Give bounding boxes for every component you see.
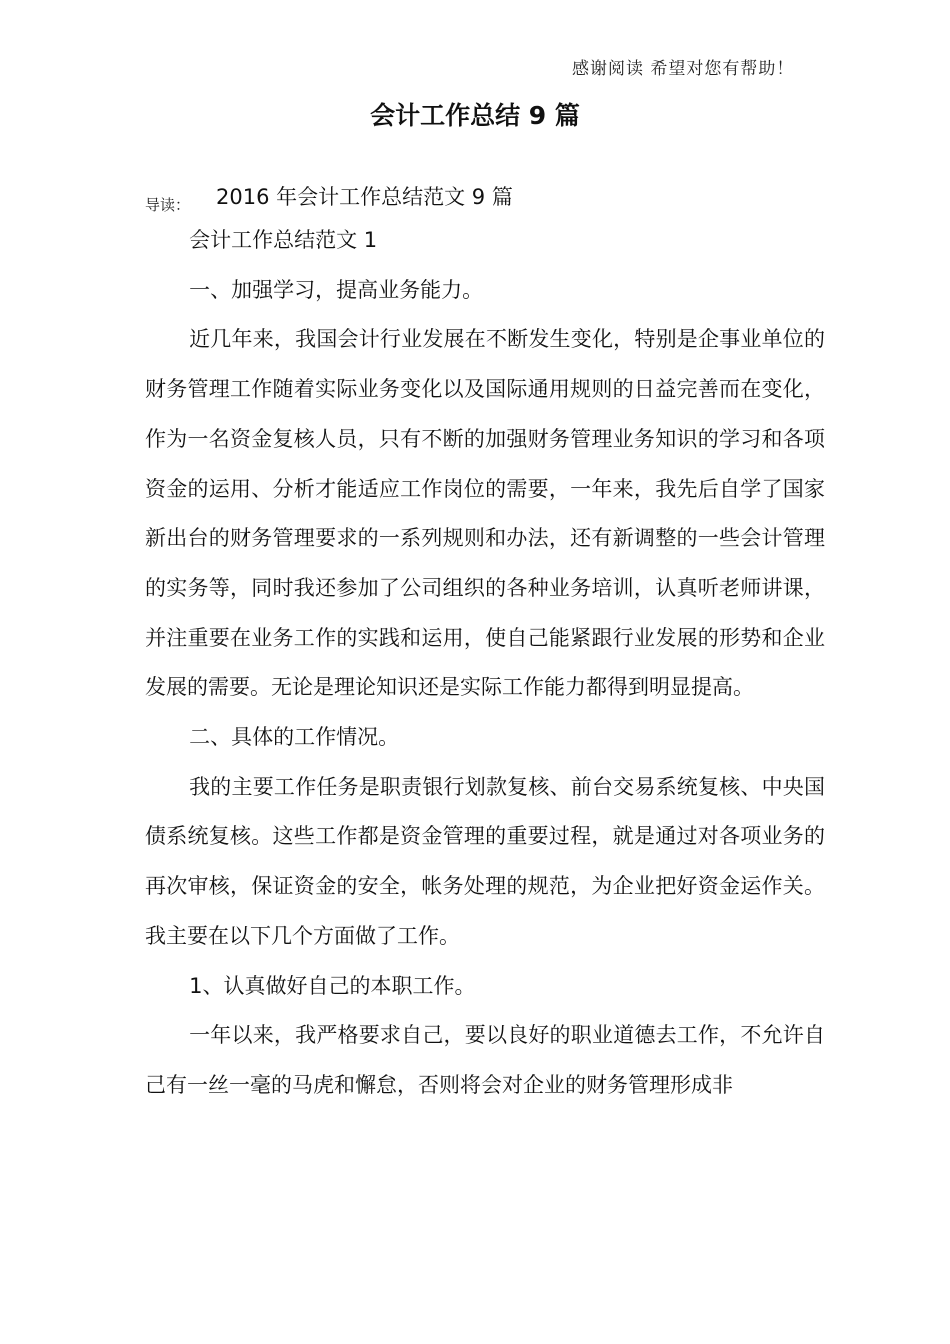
intro-label: 导读： xyxy=(145,196,191,214)
subheading: 1、认真做好自己的本职工作。 xyxy=(189,973,476,998)
document-title: 会计工作总结 9 篇 xyxy=(370,101,580,130)
header-note: 感谢阅读 希望对您有帮助！ xyxy=(572,59,795,79)
document-body xyxy=(145,216,825,1111)
intro-text: 2016 年会计工作总结范文 9 篇 xyxy=(216,185,513,209)
section-heading: 会计工作总结范文 1 xyxy=(189,228,378,252)
subheading: 一、加强学习，提高业务能力。 xyxy=(189,277,484,302)
paragraph: 一年以来，我严格要求自己，要以良好的职业道德去工作，不允许自己有一丝一毫的马虎和懈怠，否则将会对企业的财务管理形成非 xyxy=(145,1023,825,1097)
paragraph: 近几年来，我国会计行业发展在不断发生变化，特别是企事业单位的财务管理工作随着实际业务变化以及国际通用规则的日益完善而在变化，作为一名资金复核人员，只有不断的加强财务管理业务知识的学习和各项资金的运用、分析才能适应工作岗位的需要，一年来，我先后自学了国家新出台的财务管理要求的一系列规则和办法，还有新调整的一些会计管理的实务等，同时我还参加了公司组织的各种业务培训，认真听老师讲课，并注重要在业务工作的实践和运用，使自己能紧跟行业发展的形势和企业发展的需要。无论是理论知识还是实际工作能力都得到明显提高。 xyxy=(145,327,825,700)
paragraph: 我的主要工作任务是职责银行划款复核、前台交易系统复核、中央国债系统复核。这些工作都是资金管理的重要过程，就是通过对各项业务的再次审核，保证资金的安全，帐务处理的规范，为企业把好资金运作关。我主要在以下几个方面做了工作。 xyxy=(145,774,825,948)
subheading: 二、具体的工作情况。 xyxy=(189,725,400,750)
